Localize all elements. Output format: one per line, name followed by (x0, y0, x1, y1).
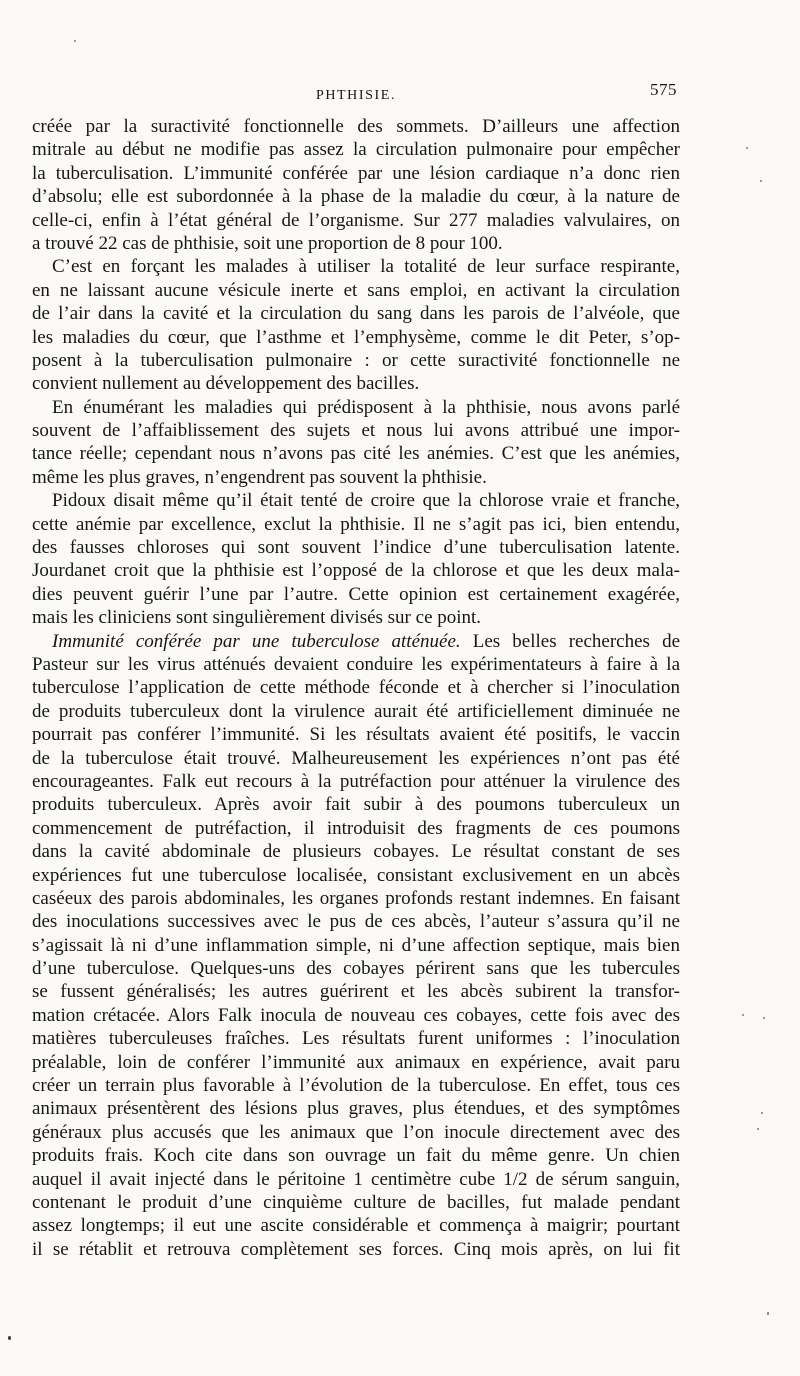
paragraph (32, 396, 680, 490)
text-line: se fussent généralisés; les autres guérirent et les abcès subirent la transfor- (32, 981, 680, 1003)
text-line: dans la cavité abdominale de plusieurs cobayes. Le résultat constant de ses (32, 841, 680, 863)
text-line: il se rétablit et retrouva complètement ses forces. Cinq mois après, on lui fit (32, 1238, 680, 1260)
text-line: de la tuberculose était trouvé. Malheureusement les expériences n’ont pas été (32, 747, 680, 769)
text-line: d’une tuberculose. Quelques-uns des cobayes périrent sans que les tubercules (32, 958, 680, 980)
text-line: animaux présentèrent des lésions plus graves, plus étendues, et des symptômes (32, 1098, 680, 1120)
text-line: C’est en forçant les malades à utiliser la totalité de leur surface respirante, (52, 256, 680, 278)
text-line: même les plus graves, n’engendrent pas souvent la phthisie. (32, 466, 487, 488)
text-line: tuberculose l’application de cette méthode féconde et à chercher si l’inoculation (32, 677, 680, 699)
text-line: posent à la tuberculisation pulmonaire : or cette suractivité fonctionnelle ne (32, 349, 680, 371)
text-line: expériences fut une tuberculose localisée, consistant exclusivement en un abcès (32, 864, 680, 886)
text-line: créer un terrain plus favorable à l’évolution de la tuberculose. En effet, tous ces (32, 1075, 680, 1097)
section-heading: Immunité conférée par une tuberculose atténuée. (52, 630, 461, 652)
text-line: la tuberculisation. L’immunité conférée par une lésion cardiaque n’a donc rien (32, 162, 680, 184)
text-line: s’agissait là ni d’une inflammation simple, ni d’une affection septique, mais bien (32, 934, 680, 956)
text-line: les maladies du cœur, que l’asthme et l’emphysème, comme le dit Peter, s’op- (32, 326, 680, 348)
page-body (32, 115, 680, 1261)
text-line: préalable, loin de conférer l’immunité aux animaux en expérience, avait paru (32, 1051, 680, 1073)
paragraph (32, 115, 680, 255)
text-line: contenant le produit d’une cinquième culture de bacilles, fut malade pendant (32, 1191, 680, 1213)
scan-speck (746, 147, 748, 149)
text-line: produits tuberculeux. Après avoir fait subir à des poumons tuberculeux un (32, 794, 680, 816)
text-line: cette anémie par excellence, exclut la phthisie. Il ne s’agit pas ici, bien entendu, (32, 513, 680, 535)
text-line: d’absolu; elle est subordonnée à la phase de la maladie du cœur, à la nature de (32, 186, 680, 208)
text-line: a trouvé 22 cas de phthisie, soit une proportion de 8 pour 100. (32, 232, 503, 254)
text-line: Pidoux disait même qu’il était tenté de croire que la chlorose vraie et franche, (52, 490, 680, 512)
text-line: encourageantes. Falk eut recours à la putréfaction pour atténuer la virulence des (32, 770, 680, 792)
scan-speck (742, 1014, 744, 1016)
paragraph (32, 489, 680, 629)
text-line: caséeux des parois abdominales, les organes profonds restant indemnes. En faisant (32, 887, 680, 909)
text-line: Jourdanet croit que la phthisie est l’opposé de la chlorose et que les deux mala- (32, 560, 680, 582)
text-line (32, 630, 680, 653)
text-line: mitrale au début ne modifie pas assez la circulation pulmonaire pour empêcher (32, 139, 680, 161)
text-line: de l’air dans la cavité et la circulation du sang dans les parois de l’alvéole, que (32, 303, 680, 325)
text-line: généraux plus accusés que les animaux que l’on inocule directement avec des (32, 1121, 680, 1143)
text-line: convient nullement au développement des bacilles. (32, 373, 420, 395)
page-number: 575 (650, 80, 677, 99)
text-line: produits frais. Koch cite dans son ouvrage un fait du même genre. Un chien (32, 1145, 680, 1167)
running-head (32, 80, 680, 106)
scan-speck (8, 1336, 11, 1340)
scan-speck (767, 1312, 769, 1315)
text-line: pourrait pas conférer l’immunité. Si les résultats avaient été positifs, le vaccin (32, 724, 680, 746)
scan-speck (761, 1112, 763, 1114)
text-line: commencement de putréfaction, il introduisit des fragments de ces poumons (32, 817, 680, 839)
text-line: de produits tuberculeux dont la virulence aurait été artificiellement diminuée ne (32, 700, 680, 722)
text-line: Pasteur sur les virus atténués devaient conduire les expérimentateurs à faire à la (32, 653, 680, 675)
text-line: des inoculations successives avec le pus de ces abcès, l’auteur s’assura qu’il ne (32, 911, 680, 933)
text-line: mation crétacée. Alors Falk inocula de nouveau ces cobayes, cette fois avec des (32, 1004, 680, 1026)
text-line: celle-ci, enfin à l’état général de l’organisme. Sur 277 maladies valvulaires, on (32, 209, 680, 231)
paragraph (32, 630, 680, 1262)
text-line: matières tuberculeuses fraîches. Les résultats furent uniformes : l’inoculation (32, 1028, 680, 1050)
running-title: PHTHISIE. (315, 88, 397, 103)
text-line: auquel il avait injecté dans le péritoine 1 centimètre cube 1/2 de sérum sanguin, (32, 1168, 680, 1190)
text-line: créée par la suractivité fonctionnelle des sommets. D’ailleurs une affection (32, 116, 680, 137)
text-line: tance réelle; cependant nous n’avons pas cité les anémies. C’est que les anémies, (32, 443, 680, 465)
text-line: des fausses chloroses qui sont souvent l’indice d’une tuberculisation latente. (32, 537, 680, 559)
scan-speck (757, 1128, 759, 1130)
scan-speck (763, 1017, 765, 1019)
paragraph (32, 255, 680, 395)
text-line: en ne laissant aucune vésicule inerte et sans emploi, en activant la circulation (32, 279, 680, 301)
scan-speck (760, 180, 762, 182)
text-run: Les belles recherches de (472, 630, 680, 652)
scan-speck (74, 40, 76, 42)
text-line: dies peuvent guérir l’une par l’autre. Cette opinion est certainement exagérée, (32, 583, 680, 605)
text-line: souvent de l’affaiblissement des sujets et nous lui avons attribué une impor- (32, 420, 680, 442)
text-line: assez longtemps; il eut une ascite considérable et commença à maigrir; pourtant (32, 1215, 680, 1237)
text-line: En énumérant les maladies qui prédisposent à la phthisie, nous avons parlé (52, 396, 680, 418)
text-line: mais les cliniciens sont singulièrement divisés sur ce point. (32, 607, 482, 629)
